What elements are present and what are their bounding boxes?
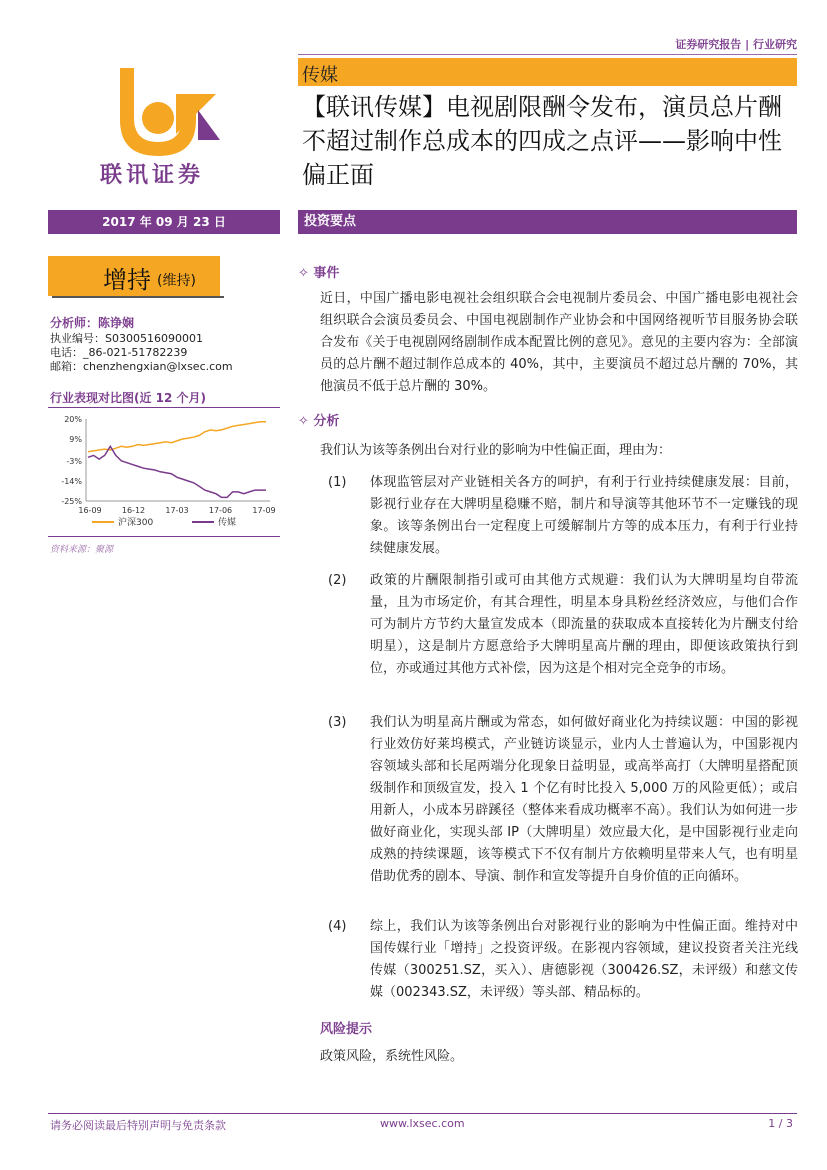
analysis-heading: ✧ 分析	[298, 414, 340, 429]
chart-y-tick-label: -25%	[61, 497, 82, 506]
analyst-email: 邮箱：chenzhengxian@lxsec.com	[50, 360, 233, 373]
item-text: 政策的片酬限制指引或可由其他方式规避：我们认为大牌明星均自带流量，且为市场定价，有其合理性，明星本身具粉丝经济效应，与他们合作可为制片方节约大量宣发成本（即流量的获取成本直接转化为片酬支付给明星），这是制片方愿意给予大牌明星高片酬的理由，即便该政策执行到位，亦或通过其他方式补偿，因为这是个相对完全竞争的市场。	[370, 573, 798, 676]
rating-sub: (维持)	[157, 273, 196, 289]
sector-label: 传媒	[302, 65, 338, 86]
chart-series-line	[88, 422, 266, 452]
chart-series-line	[88, 446, 266, 497]
chart-title: 行业表现对比图(近 12 个月)	[50, 391, 207, 405]
analyst-phone: 电话：_86-021-51782239	[50, 346, 188, 359]
event-heading: ✧ 事件	[298, 266, 340, 281]
analysis-item	[320, 570, 798, 680]
item-text: 综上，我们认为该等条例出台对影视行业的影响为中性偏正面。维持对中国传媒行业「增持」之投资评级。在影视内容领域，建议投资者关注光线传媒（300251.SZ，买入）、唐德影视（300426.SZ，未评级）和慈文传媒（002343.SZ，未评级）等头部、精品标的。	[370, 919, 798, 1000]
footer-page: 1 / 3	[768, 1117, 793, 1130]
chart-top-rule	[48, 407, 280, 408]
sector-bar	[298, 58, 797, 86]
chart-x-tick-label: 17-06	[208, 506, 233, 515]
report-title: 【联讯传媒】电视剧限酬令发布，演员总片酬不超过制作总成本的四成之点评——影响中性偏正面	[302, 93, 782, 189]
section-bar	[298, 210, 797, 234]
chart-y-tick-label: 9%	[69, 435, 82, 445]
item-number: (2)	[328, 573, 347, 588]
chart-legend-label: 沪深300	[118, 518, 154, 528]
chart-x-tick-label: 16-12	[121, 506, 146, 515]
footer-disclaimer[interactable]: 请务必阅读最后特别声明与免责条款	[50, 1119, 226, 1132]
analysis-item	[320, 472, 798, 560]
analyst-license: 执业编号：S0300516090001	[50, 332, 203, 345]
analysis-item	[320, 712, 798, 888]
industry-chart	[48, 409, 280, 531]
chart-x-tick-label: 17-03	[165, 506, 189, 515]
item-text: 体现监管层对产业链相关各方的呵护，有利于行业持续健康发展：目前，影视行业存在大牌明星稳赚不赔，制片和导演等其他环节不一定赚钱的现象。该等条例出台一定程度上可缓解制片方等的成本压力，有利于行业持续健康发展。	[370, 475, 798, 556]
report-type: 证券研究报告 | 行业研究	[675, 38, 797, 51]
chart-legend-label: 传媒	[218, 518, 237, 528]
item-number: (4)	[328, 919, 347, 934]
chart-x-tick-label: 16-09	[78, 506, 102, 515]
footer-divider	[48, 1113, 797, 1114]
analyst-name: 分析师：陈诤娴	[50, 316, 135, 330]
rating-main: 增持	[103, 266, 151, 294]
risk-heading: 风险提示	[320, 1022, 373, 1037]
report-date: 2017 年 09 月 23 日	[48, 210, 280, 234]
chart-x-tick-label: 17-09	[252, 506, 276, 515]
rating-box	[48, 256, 220, 296]
logo-text: 联讯证券	[100, 163, 205, 188]
chart-y-tick-label: -14%	[61, 476, 82, 486]
chart-bottom-rule	[48, 536, 280, 537]
analysis-item	[320, 916, 798, 1004]
chart-y-tick-label: 20%	[64, 415, 82, 424]
item-text: 我们认为明星高片酬或为常态，如何做好商业化为持续议题：中国的影视行业效仿好莱坞模式，产业链访谈显示，业内人士普遍认为，中国影视内容领域头部和长尾两端分化现象日益明显，或高举高打（大牌明星搭配顶级制作和顶级宣发，投入 1 个亿有时比投入 5,000 万的风险更低）；或启用新人，小成本另辟蹊径（整体来看成功概率不高）。我们认为如何进一步做好商业化，实现头部 IP（大牌明星）效应最大化，是中国影视行业走向成熟的持续课题，该等模式下不仅有制片方依赖明星带来人气，也有明星借助优秀的剧本、导演、制作和宣发等提升自身价值的正向循环。	[370, 715, 798, 884]
chart-svg	[48, 409, 280, 531]
item-number: (1)	[328, 475, 347, 490]
analysis-intro: 我们认为该等条例出台对行业的影响为中性偏正面，理由为：	[320, 443, 672, 458]
rating-underline	[52, 296, 224, 298]
chart-y-tick-label: -3%	[66, 456, 82, 466]
section-title: 投资要点	[304, 214, 357, 229]
item-number: (3)	[328, 715, 347, 730]
header-divider	[298, 54, 797, 55]
risk-text: 政策风险，系统性风险。	[320, 1049, 464, 1064]
event-text: 近日，中国广播电影电视社会组织联合会电视制片委员会、中国广播电影电视社会组织联合会演员委员会、中国电视剧制作产业协会和中国网络视听节目服务协会联合发布《关于电视剧网络剧制作成本配置比例的意见》。意见的主要内容为：全部演员的总片酬不超过制作总成本的 40%，其中，主要演员不超过总片酬的 70%，其他演员不低于总片酬的 30%。	[320, 291, 798, 394]
chart-source: 资料来源：聚源	[50, 545, 114, 555]
footer-url[interactable]: www.lxsec.com	[380, 1117, 465, 1130]
